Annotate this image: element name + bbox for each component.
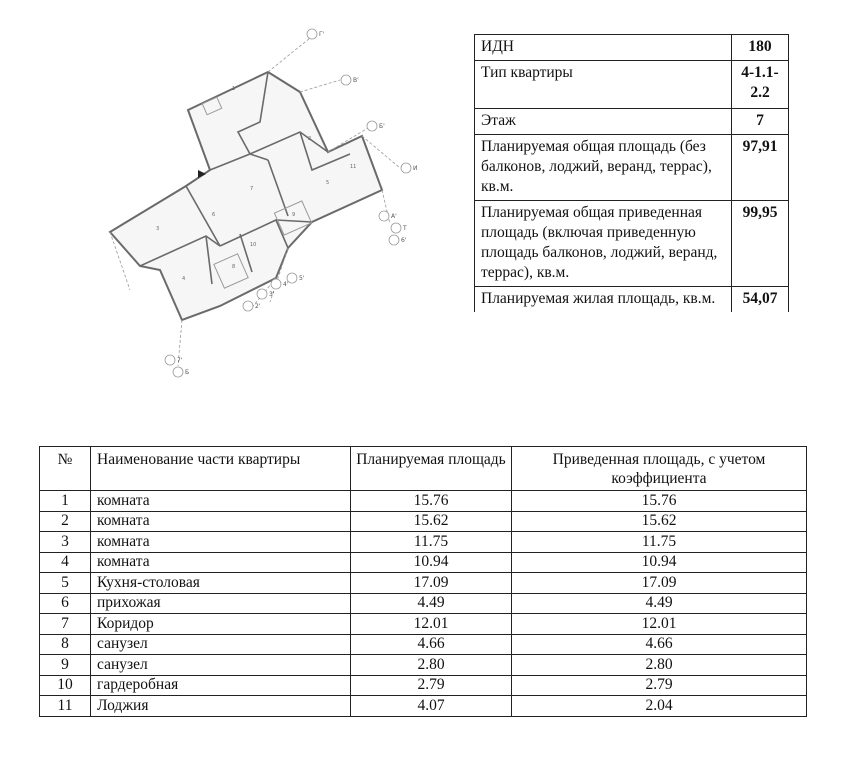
summary-row-idn	[475, 35, 789, 61]
room-number-label: 10	[250, 242, 257, 248]
table-row	[40, 593, 807, 614]
room-number: 3	[40, 532, 91, 553]
header-reduced-area: Приведенная площадь, с учетом коэффициента	[512, 447, 807, 491]
axis-label: И	[413, 165, 418, 172]
axis-bubble	[341, 75, 351, 85]
room-planned-area: 4.07	[351, 696, 512, 717]
room-number: 8	[40, 634, 91, 655]
room-reduced-area: 4.49	[512, 593, 807, 614]
floor-plan	[100, 20, 440, 380]
room-name: Коридор	[91, 614, 351, 635]
axis-bubble	[257, 289, 267, 299]
summary-label: Планируемая общая площадь (без балконов, лоджий, веранд, террас), кв.м.	[475, 135, 732, 201]
room-number-label: 8	[232, 264, 236, 270]
room-reduced-area: 11.75	[512, 532, 807, 553]
axis-label: Б	[185, 369, 190, 376]
floor-plan-drawing	[100, 20, 440, 380]
room-planned-area: 15.76	[351, 491, 512, 512]
room-name: прихожая	[91, 593, 351, 614]
room-reduced-area: 17.09	[512, 573, 807, 594]
table-row	[40, 696, 807, 717]
summary-row-reduced-area	[475, 201, 789, 287]
summary-row-living-area	[475, 287, 789, 313]
rooms-header-row	[40, 447, 807, 491]
room-planned-area: 11.75	[351, 532, 512, 553]
table-row	[40, 634, 807, 655]
table-row	[40, 675, 807, 696]
axis-bubble	[307, 29, 317, 39]
apartment-summary-table	[474, 34, 789, 312]
axis-label: А'	[391, 213, 397, 220]
header-number: №	[40, 447, 91, 491]
plan-outline	[110, 72, 382, 320]
summary-value: 7	[732, 109, 789, 135]
room-reduced-area: 10.94	[512, 552, 807, 573]
summary-label: Планируемая жилая площадь, кв.м.	[475, 287, 732, 313]
axis-bubble	[287, 273, 297, 283]
room-number-label: 4	[182, 276, 186, 282]
axis-label: 6'	[401, 237, 407, 244]
room-planned-area: 4.49	[351, 593, 512, 614]
room-number-label: 3	[156, 226, 160, 232]
summary-row-total-area	[475, 135, 789, 201]
axis-label: 7'	[177, 357, 183, 364]
room-name: санузел	[91, 655, 351, 676]
axis-bubble	[243, 301, 253, 311]
room-planned-area: 2.79	[351, 675, 512, 696]
summary-value: 180	[732, 35, 789, 61]
summary-label: ИДН	[475, 35, 732, 61]
room-number: 7	[40, 614, 91, 635]
summary-label: Планируемая общая приведенная площадь (включая приведенную площадь балконов, лоджий, веранд, террас), кв.м.	[475, 201, 732, 287]
room-reduced-area: 15.76	[512, 491, 807, 512]
axis-label: 5'	[299, 275, 305, 282]
room-planned-area: 4.66	[351, 634, 512, 655]
room-reduced-area: 15.62	[512, 511, 807, 532]
summary-value: 54,07	[732, 287, 789, 313]
summary-value: 99,95	[732, 201, 789, 287]
room-name: комната	[91, 491, 351, 512]
summary-label: Тип квартиры	[475, 61, 732, 109]
axis-bubble	[401, 163, 411, 173]
room-name: санузел	[91, 634, 351, 655]
room-reduced-area: 12.01	[512, 614, 807, 635]
room-reduced-area: 2.80	[512, 655, 807, 676]
axis-label: 3'	[269, 291, 275, 298]
room-number-label: 5	[326, 180, 330, 186]
room-number-label: 1	[232, 86, 236, 92]
axis-bubble	[389, 235, 399, 245]
axis-label: Т	[403, 225, 407, 232]
room-name: комната	[91, 552, 351, 573]
plan-axis-line	[300, 80, 340, 92]
room-number-label: 2	[308, 136, 312, 142]
room-number: 4	[40, 552, 91, 573]
axis-bubble	[165, 355, 175, 365]
room-number: 2	[40, 511, 91, 532]
room-number-label: 9	[292, 212, 296, 218]
table-row	[40, 655, 807, 676]
axis-label: Г'	[319, 31, 325, 38]
room-reduced-area: 2.79	[512, 675, 807, 696]
summary-value: 97,91	[732, 135, 789, 201]
header-room-name: Наименование части квартиры	[91, 447, 351, 491]
axis-label: 2'	[255, 303, 261, 310]
axis-bubble	[173, 367, 183, 377]
room-planned-area: 15.62	[351, 511, 512, 532]
room-number-label: 6	[212, 212, 216, 218]
table-row	[40, 532, 807, 553]
axis-bubble	[391, 223, 401, 233]
summary-row-type	[475, 61, 789, 109]
room-name: гардеробная	[91, 675, 351, 696]
summary-row-floor	[475, 109, 789, 135]
room-planned-area: 10.94	[351, 552, 512, 573]
room-name: Лоджия	[91, 696, 351, 717]
plan-axis-line	[268, 38, 310, 72]
summary-label: Этаж	[475, 109, 732, 135]
room-planned-area: 12.01	[351, 614, 512, 635]
plan-walls	[110, 38, 400, 366]
room-name: Кухня-столовая	[91, 573, 351, 594]
table-row	[40, 573, 807, 594]
axis-label: Б'	[379, 123, 385, 130]
room-number: 11	[40, 696, 91, 717]
table-row	[40, 511, 807, 532]
axis-label: 4'	[283, 281, 289, 288]
room-planned-area: 17.09	[351, 573, 512, 594]
room-number-label: 7	[250, 186, 254, 192]
room-number: 10	[40, 675, 91, 696]
room-number: 6	[40, 593, 91, 614]
axis-label: В'	[353, 77, 359, 84]
room-planned-area: 2.80	[351, 655, 512, 676]
rooms-table	[39, 446, 807, 717]
axis-bubble	[271, 279, 281, 289]
table-row	[40, 552, 807, 573]
header-planned-area: Планируемая площадь	[351, 447, 512, 491]
axis-bubble	[367, 121, 377, 131]
room-number: 9	[40, 655, 91, 676]
table-row	[40, 491, 807, 512]
room-number: 5	[40, 573, 91, 594]
room-number: 1	[40, 491, 91, 512]
room-reduced-area: 2.04	[512, 696, 807, 717]
room-reduced-area: 4.66	[512, 634, 807, 655]
room-number-label: 11	[350, 164, 357, 170]
room-name: комната	[91, 532, 351, 553]
room-name: комната	[91, 511, 351, 532]
table-row	[40, 614, 807, 635]
axis-bubble	[379, 211, 389, 221]
summary-value: 4-1.1-2.2	[732, 61, 789, 109]
